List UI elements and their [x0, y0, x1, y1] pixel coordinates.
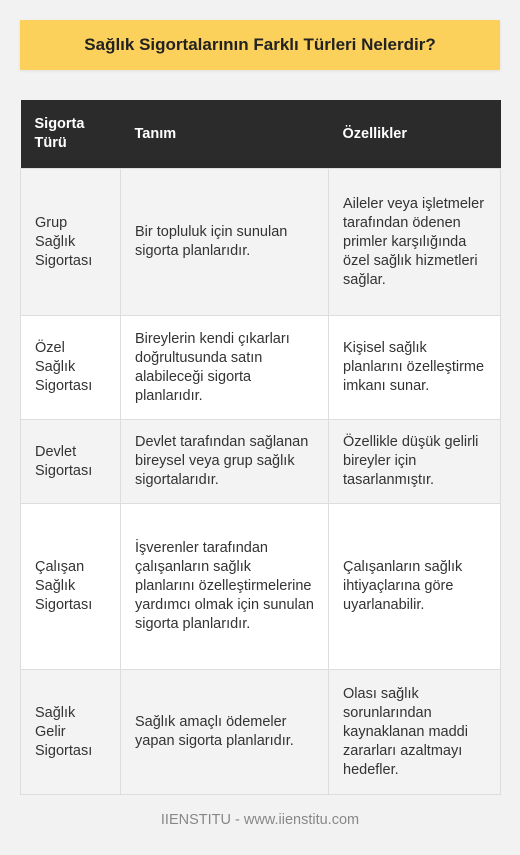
cell-definition: İşverenler tarafından çalışanların sağlık planlarını özelleştirmelerine yardımcı olmak için sunulan sigorta planlarıdır. [121, 504, 329, 670]
header-features: Özellikler [329, 100, 501, 169]
table-row [21, 420, 501, 504]
cell-insurance-type: Çalışan Sağlık Sigortası [21, 504, 121, 670]
cell-insurance-type: Sağlık Gelir Sigortası [21, 670, 121, 795]
table-header-row [21, 100, 501, 169]
header-insurance-type: Sigorta Türü [21, 100, 121, 169]
cell-insurance-type: Özel Sağlık Sigortası [21, 316, 121, 420]
header-definition: Tanım [121, 100, 329, 169]
cell-definition: Sağlık amaçlı ödemeler yapan sigorta planlarıdır. [121, 670, 329, 795]
table-row [21, 670, 501, 795]
cell-definition: Bir topluluk için sunulan sigorta planlarıdır. [121, 169, 329, 316]
footer-credit: IIENSTITU - www.iienstitu.com [160, 812, 360, 828]
cell-definition: Bireylerin kendi çıkarları doğrultusunda satın alabileceği sigorta planlarıdır. [121, 316, 329, 420]
cell-features: Kişisel sağlık planlarını özelleştirme imkanı sunar. [329, 316, 501, 420]
table-row [21, 504, 501, 670]
cell-insurance-type: Grup Sağlık Sigortası [21, 169, 121, 316]
cell-features: Aileler veya işletmeler tarafından ödenen primler karşılığında özel sağlık hizmetleri sağlar. [329, 169, 501, 316]
cell-features: Çalışanların sağlık ihtiyaçlarına göre uyarlanabilir. [329, 504, 501, 670]
cell-features: Özellikle düşük gelirli bireyler için tasarlanmıştır. [329, 420, 501, 504]
page-title: Sağlık Sigortalarının Farklı Türleri Nelerdir? [84, 35, 436, 54]
table-row [21, 316, 501, 420]
insurance-types-table [20, 100, 501, 795]
cell-features: Olası sağlık sorunlarından kaynaklanan maddi zararları azaltmayı hedefler. [329, 670, 501, 795]
title-banner [20, 20, 500, 70]
cell-definition: Devlet tarafından sağlanan bireysel veya grup sağlık sigortalarıdır. [121, 420, 329, 504]
table-row [21, 169, 501, 316]
cell-insurance-type: Devlet Sigortası [21, 420, 121, 504]
